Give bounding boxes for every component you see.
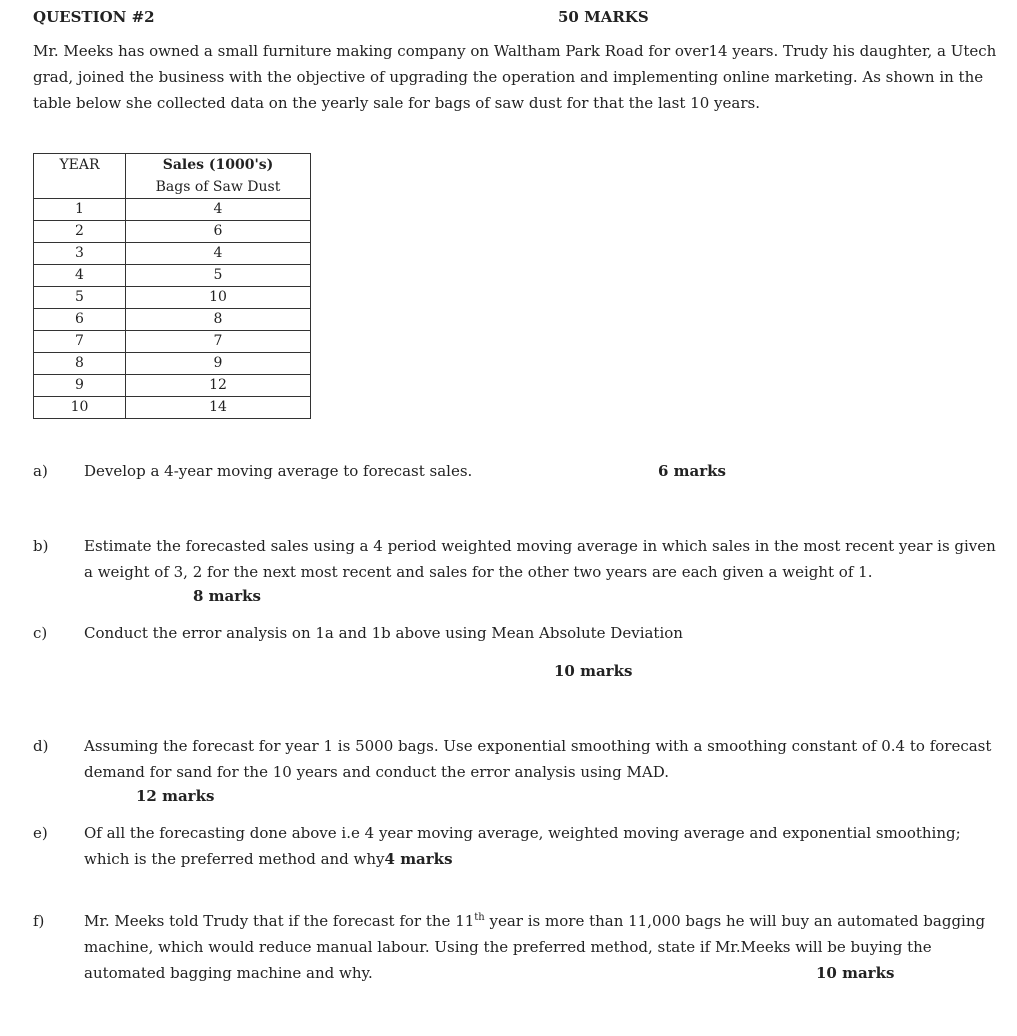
sales-cell: 14 — [126, 397, 311, 419]
table-row — [34, 331, 311, 353]
question-d-text: Assuming the forecast for year 1 is 5000 bags. Use exponential smoothing with a smoothing constant of 0.4 to forecast demand for sand for the 10 years and conduct the error analysis using MAD. — [84, 737, 992, 781]
question-e-marks: 4 marks — [384, 850, 453, 868]
year-cell: 8 — [34, 353, 126, 375]
question-f-text-before: Mr. Meeks told Trudy that if the forecast for the 11 — [84, 912, 475, 930]
question-f-superscript: th — [474, 912, 485, 923]
year-cell: 5 — [34, 287, 126, 309]
table-row — [34, 397, 311, 419]
year-cell: 7 — [34, 331, 126, 353]
year-cell: 4 — [34, 265, 126, 287]
sales-column-header — [126, 154, 311, 199]
table-row — [34, 265, 311, 287]
sales-cell: 12 — [126, 375, 311, 397]
sales-cell: 9 — [126, 353, 311, 375]
table-row — [34, 309, 311, 331]
question-title: QUESTION #2 — [33, 8, 155, 26]
question-c-label: c) — [33, 624, 48, 642]
table-row — [34, 287, 311, 309]
sales-cell: 8 — [126, 309, 311, 331]
question-e-label: e) — [33, 824, 48, 842]
year-cell: 6 — [34, 309, 126, 331]
table-row — [34, 221, 311, 243]
question-d-label: d) — [33, 737, 49, 755]
question-c-marks: 10 marks — [554, 662, 633, 680]
question-b-text: Estimate the forecasted sales using a 4 period weighted moving average in which sales in the most recent year is given a weight of 3, 2 for the next most recent and sales for the other two years are each given a weight of 1. — [84, 537, 996, 581]
sales-cell: 7 — [126, 331, 311, 353]
question-a-text: Develop a 4-year moving average to forecast sales. — [84, 462, 473, 480]
question-total-marks: 50 MARKS — [558, 8, 649, 26]
table-row — [34, 353, 311, 375]
question-b-marks: 8 marks — [193, 587, 261, 605]
table-row — [34, 199, 311, 221]
question-d-marks: 12 marks — [136, 787, 215, 805]
question-f-marks: 10 marks — [816, 964, 895, 982]
year-cell: 10 — [34, 397, 126, 419]
year-cell: 9 — [34, 375, 126, 397]
sales-header-line1: Sales (1000's) — [162, 157, 274, 173]
table-row — [34, 375, 311, 397]
question-a-label: a) — [33, 462, 48, 480]
intro-paragraph: Mr. Meeks has owned a small furniture making company on Waltham Park Road for over14 years. Trudy his daughter, a Utech grad, joined the business with the objective of upgrading the operation and implementing online marketing. As shown in the table below she collected data on the yearly sale for bags of saw dust for that the last 10 years. — [33, 42, 997, 112]
year-column-header: YEAR — [34, 154, 126, 199]
year-cell: 3 — [34, 243, 126, 265]
year-cell: 2 — [34, 221, 126, 243]
sales-cell: 4 — [126, 199, 311, 221]
table-header-row — [34, 154, 311, 199]
sales-table — [33, 153, 311, 419]
question-c-text: Conduct the error analysis on 1a and 1b above using Mean Absolute Deviation — [84, 624, 683, 642]
sales-header-line2: Bags of Saw Dust — [155, 179, 281, 195]
year-cell: 1 — [34, 199, 126, 221]
question-f-label: f) — [33, 912, 45, 930]
sales-cell: 10 — [126, 287, 311, 309]
sales-cell: 5 — [126, 265, 311, 287]
sales-cell: 4 — [126, 243, 311, 265]
table-row — [34, 243, 311, 265]
question-f-text-after: year is more than 11,000 bags he will buy an automated bagging machine, which would reduce manual labour. Using the preferred method, state if Mr.Meeks will be buying the automated bagging machine and why. — [84, 912, 986, 982]
sales-cell: 6 — [126, 221, 311, 243]
question-b-label: b) — [33, 537, 49, 555]
question-a-marks: 6 marks — [658, 462, 726, 480]
question-e-body — [84, 820, 964, 872]
question-e-text: Of all the forecasting done above i.e 4 year moving average, weighted moving average and exponential smoothing; which is the preferred method and why — [84, 824, 961, 868]
